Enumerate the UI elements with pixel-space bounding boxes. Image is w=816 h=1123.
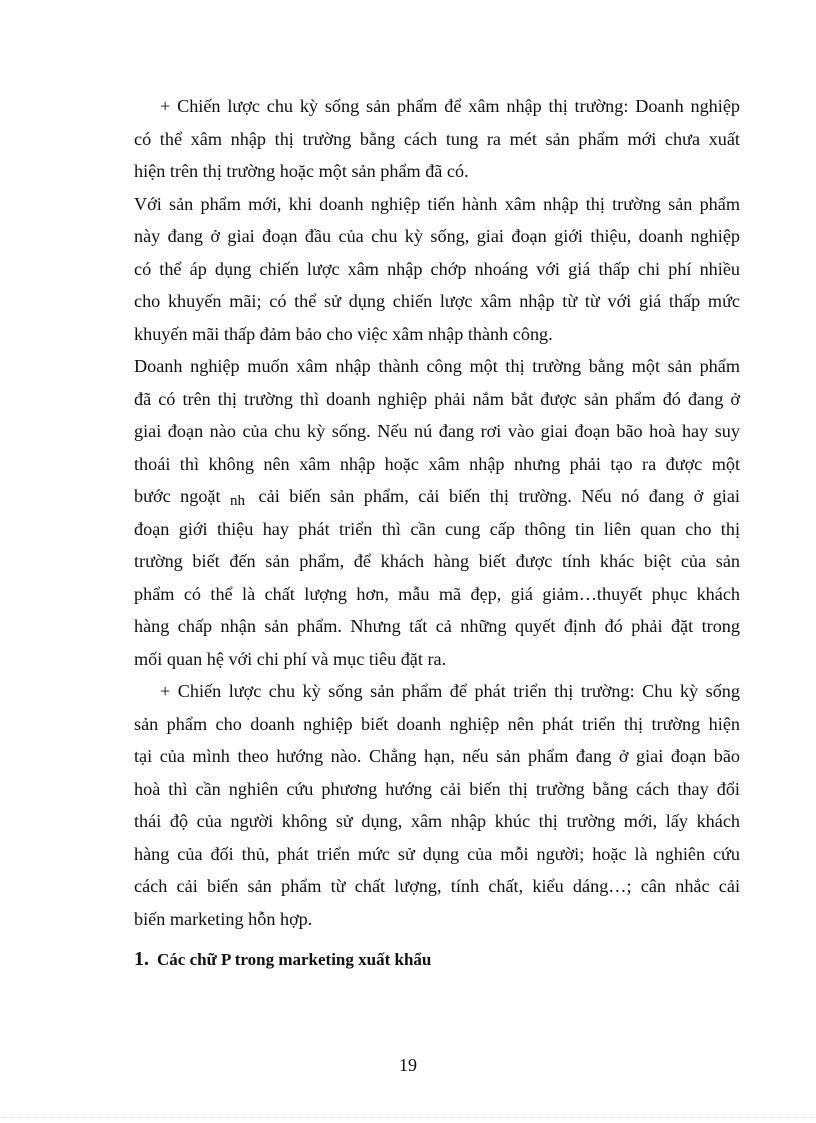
text-line: có thể áp dụng chiến lược xâm nhập chớp nhoáng với giá thấp chi phí nhiều <box>134 258 740 279</box>
section-number: 1. <box>134 948 149 970</box>
text-line: đã có trên thị trường thì doanh nghiệp phải nắm bắt được sản phẩm đó đang ở <box>134 388 740 409</box>
text-line: Với sản phẩm mới, khi doanh nghiệp tiến hành xâm nhập thị trường sản phẩm <box>134 193 740 214</box>
footer-divider <box>0 1117 816 1118</box>
text-line-mixed <box>134 480 740 513</box>
text-line: tại của mình theo hướng nào. Chẳng hạn, nếu sản phẩm đang ở giai đoạn bão <box>134 746 740 766</box>
text-line: đoạn giới thiệu hay phát triển thì cần cung cấp thông tin liên quan cho thị <box>134 518 740 539</box>
text-line: có thể xâm nhập thị trường bằng cách tung ra mét sản phẩm mới chưa xuất <box>134 128 740 149</box>
text-fragment: cải biến sản phẩm, cải biến thị trường. Nếu nó đang ở giai <box>258 486 740 506</box>
small-text-fragment: nh <box>230 493 246 509</box>
text-line: trường biết đến sản phẩm, để khách hàng biết được tính khác biệt của sản <box>134 551 740 571</box>
text-line: hiện trên thị trường hoặc một sản phẩm đã có. <box>134 161 469 181</box>
text-line: hoà thì cần nghiên cứu phương hướng cải biến thị trường bằng cách thay đổi <box>134 778 740 799</box>
text-line: khuyến mãi thấp đảm bảo cho việc xâm nhập thành công. <box>134 323 553 344</box>
text-line: + Chiến lược chu kỳ sống sản phẩm để phát triển thị trường: Chu kỳ sống <box>160 681 740 701</box>
text-line: biến marketing hỗn hợp. <box>134 908 313 929</box>
paragraph-penetration-strategy <box>134 90 740 188</box>
text-line: mối quan hệ với chi phí và mục tiêu đặt ra. <box>134 648 447 669</box>
text-line: + Chiến lược chu kỳ sống sản phẩm để xâm nhập thị trường: Doanh nghiệp <box>160 96 740 116</box>
text-line: phẩm có thể là chất lượng hơn, mẫu mã đẹp, giá giảm…thuyết phục khách <box>134 583 740 604</box>
section-title: Các chữ P trong marketing xuất khẩu <box>157 950 432 969</box>
text-line: hàng chấp nhận sản phẩm. Nhưng tất cả những quyết định đó phải đặt trong <box>134 616 740 636</box>
page-number: 19 <box>399 1055 417 1075</box>
text-fragment: bước ngoặt <box>134 486 221 506</box>
text-line: cho khuyến mãi; có thể sử dụng chiến lược xâm nhập từ từ với giá thấp mức <box>134 291 740 311</box>
text-line: giai đoạn nào của chu kỳ sống. Nếu nú đang rơi vào giai đoạn bão hoà hay suy <box>134 421 740 441</box>
text-line: Doanh nghiệp muốn xâm nhập thành công một thị trường bằng một sản phẩm <box>134 356 740 376</box>
text-line: thái độ của người không sử dụng, xâm nhập khúc thị trường mới, lấy khách <box>134 811 740 831</box>
text-line: cách cải biến sản phẩm từ chất lượng, tính chất, kiểu dáng…; cân nhắc cải <box>134 876 740 896</box>
paragraph-existing-product <box>134 350 740 675</box>
text-line: sản phẩm cho doanh nghiệp biết doanh nghiệp nên phát triển thị trường hiện <box>134 713 740 734</box>
paragraph-new-product <box>134 188 740 351</box>
text-line: thoái thì không nên xâm nhập hoặc xâm nhập nhưng phải tạo ra được một <box>134 453 740 474</box>
paragraph-market-development <box>134 675 740 935</box>
section-heading <box>134 939 740 979</box>
text-line: hàng của đối thủ, phát triển mức sử dụng của mỗi người; hoặc là nghiên cứu <box>134 843 740 864</box>
text-line: này đang ở giai đoạn đầu của chu kỳ sống, giai đoạn giới thiệu, doanh nghiệp <box>134 226 740 246</box>
document-body <box>134 90 740 979</box>
